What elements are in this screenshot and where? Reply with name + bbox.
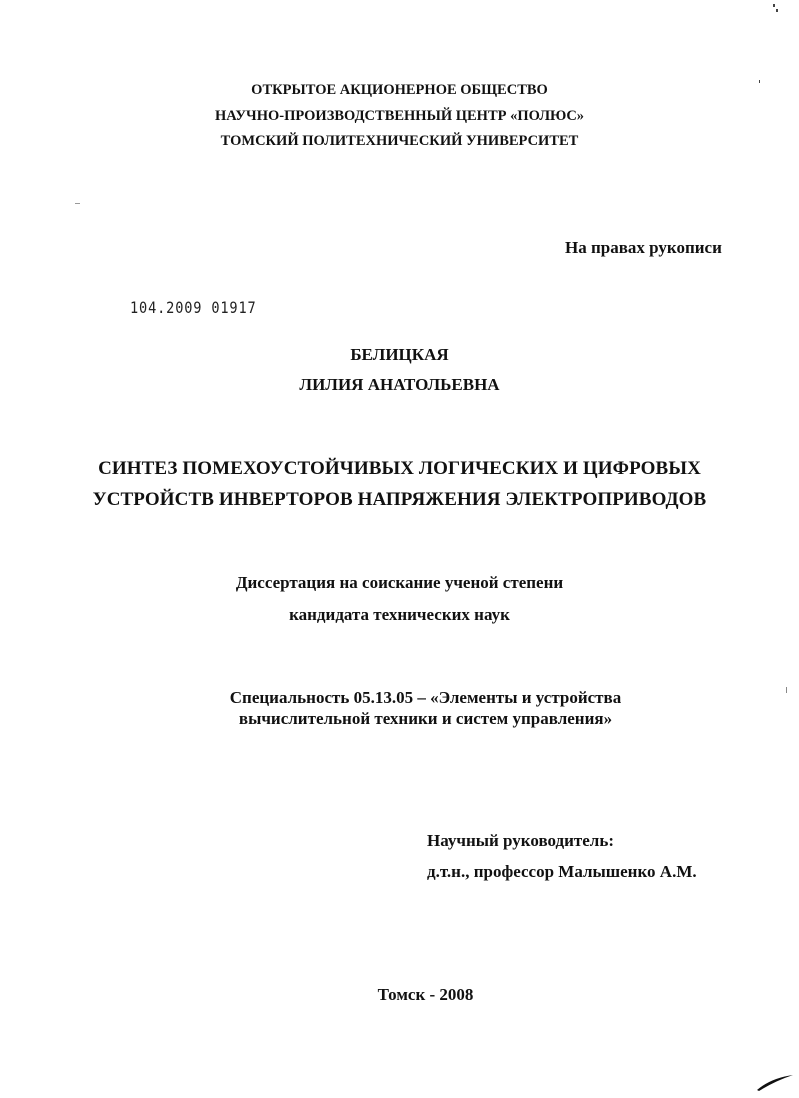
thesis-title-line-2: УСТРОЙСТВ ИНВЕРТОРОВ НАПРЯЖЕНИЯ ЭЛЕКТРОПРИВОДОВ [92, 489, 707, 510]
degree-line-2: кандидата технических наук [289, 605, 510, 624]
supervisor-name: д.т.н., профессор Малышенко А.М. [427, 862, 697, 881]
specialty-line-2: вычислительной техники и систем управления» [238, 709, 613, 728]
scan-mark [776, 9, 778, 12]
manuscript-note: На правах рукописи [565, 238, 722, 257]
author-given-names: ЛИЛИЯ АНАТОЛЬЕВНА [299, 375, 500, 394]
scan-mark [786, 687, 787, 693]
pen-stroke-icon [755, 1072, 795, 1092]
scan-mark [773, 4, 775, 7]
org-line-3: ТОМСКИЙ ПОЛИТЕХНИЧЕСКИЙ УНИВЕРСИТЕТ [220, 133, 579, 149]
degree-line-1: Диссертация на соискание ученой степени [235, 573, 564, 592]
city-year: Томск - 2008 [377, 985, 474, 1004]
scan-mark [759, 80, 760, 83]
archive-stamp: 104.2009 01917 [130, 298, 257, 317]
author-surname: БЕЛИЦКАЯ [350, 345, 449, 364]
specialty-line-1: Специальность 05.13.05 – «Элементы и устройства [229, 688, 622, 707]
org-line-2: НАУЧНО-ПРОИЗВОДСТВЕННЫЙ ЦЕНТР «ПОЛЮС» [214, 108, 585, 124]
scan-mark [75, 203, 80, 204]
thesis-title-line-1: СИНТЕЗ ПОМЕХОУСТОЙЧИВЫХ ЛОГИЧЕСКИХ И ЦИФРОВЫХ [98, 458, 701, 479]
org-line-1: ОТКРЫТОЕ АКЦИОНЕРНОЕ ОБЩЕСТВО [251, 82, 548, 98]
supervisor-label: Научный руководитель: [427, 831, 614, 850]
